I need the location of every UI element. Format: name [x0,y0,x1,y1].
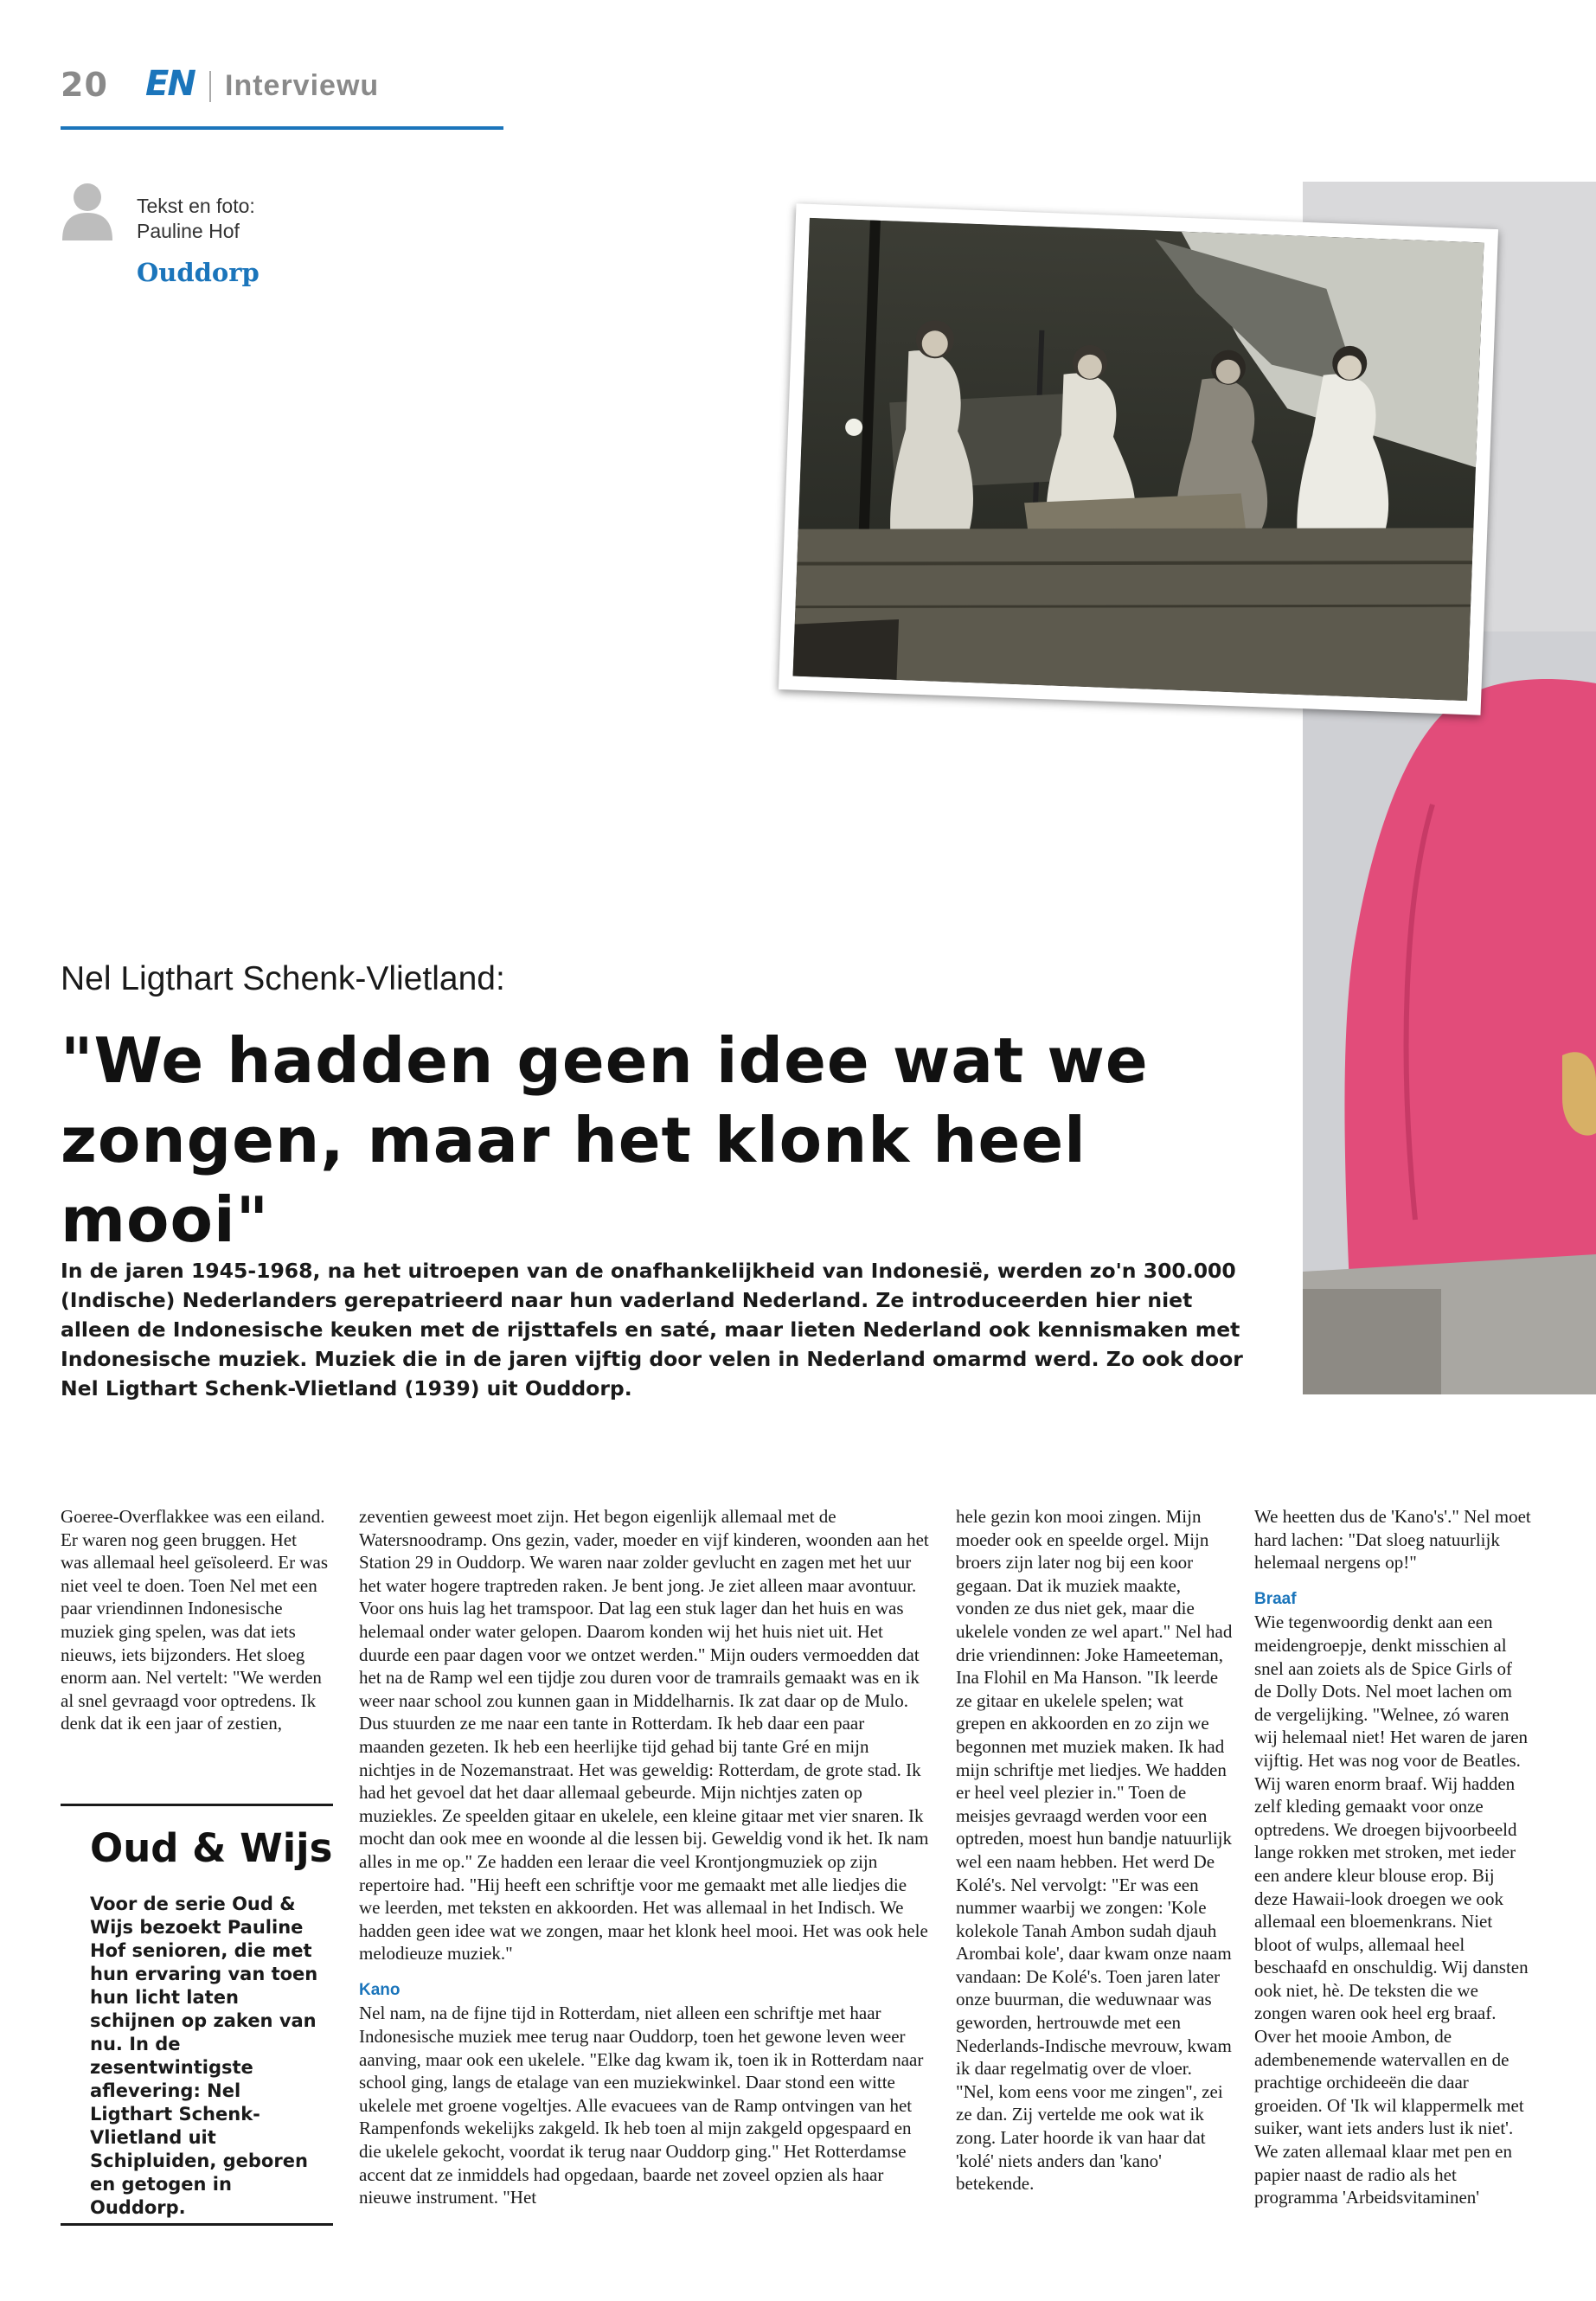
author-avatar-icon [61,180,114,240]
paragraph: zeventien geweest moet zijn. Het begon eigenlijk allemaal met de Watersnoodramp. Ons gezin, vader, moeder en vijf kinderen, woonden aan het Station 29 in Ouddorp. We waren naar zolder gevlucht en zagen met het uur het water hogere traptreden raken. Je bent jong. Je ziet alleen maar avontuur. Voor ons huis lag het tramspoor. Dat lag een stuk lager dan het huis en was helemaal onder water gelopen. Daarom konden wij het huis niet uit. Het duurde een paar dagen voor we ontzet werden." Mijn ouders vermoedden dat het na de Ramp wel een tijdje zou duren voor de tramrails gemaakt was en ik weer naar school zou kunnen gaan in Middelharnis. Ik zat daar op de Mulo. Dus stuurden ze me naar een tante in Rotterdam. Ik heb daar een paar maanden gezeten. Ik heb een heerlijke tijd gehad bij tante Gré en mijn nichtjes in de Nozemanstraat. Het was geweldig: Rotterdam, de grote stad. Ik had het gevoel dat het daar allemaal gebeurde. Mijn nichtjes zaten op muziekles. Ze speelden gitaar en ukelele, een kleine gitaar met vier snaren. Ik mocht dan ook mee en woonde al die lessen bij. Geweldig vond ik het. Ik nam alles in me op." Ze hadden een leraar die veel Krontjongmuziek op zijn repertoire had. "Hij heeft een schriftje voor me gemaakt met alle liedjes die we leerden, met teksten en akkoorden. Het was allemaal in het Indisch. We hadden geen idee wat we zongen, maar het klonk heel mooi. Het was ook hele melodieuze muziek." [359,1506,929,1965]
page-number: 20 [61,66,108,104]
article-subtitle: Nel Ligthart Schenk-Vlietland: [61,960,505,997]
article-title: "We hadden geen idee wat we zongen, maar het klonk heel mooi" [61,1024,1149,1256]
article-intro: In de jaren 1945-1968, na het uitroepen van de onafhankelijkheid van Indonesië, werden zo'n 300.000 (Indische) Nederlanders gerepatrieerd naar hun vaderland Nederland. Ze introduceerden hier niet alleen de Indonesische keuken met de rijsttafels en saté, maar lieten Nederland ook kennismaken met Indonesische muziek. Muziek die in de jaren vijftig door velen in Nederland omarmd werd. Zo ook door Nel Ligthart Schenk-Vlietland (1939) uit Ouddorp. [61,1259,1243,1400]
series-box-title: Oud & Wijs [90,1825,333,1871]
byline-label: Tekst en foto: [137,195,255,217]
body-column-3 [956,1505,1233,2195]
band-photo-illustration [793,218,1484,701]
byline [137,194,255,244]
paragraph: hele gezin kon mooi zingen. Mijn moeder ook en speelde orgel. Mijn broers zijn later nog bij een koor gegaan. Dat ik muziek maakte, vonden ze dus niet gek, maar die ukelele vonden ze wel apart." Nel had drie vriendinnen: Joke Hameeteman, Ina Flohil en Ma Hanson. "Ik leerde ze gitaar en ukelele spelen; wat grepen en akkoorden en zo zijn we begonnen met muziek maken. Ik had mijn schriftje met liedjes. We hadden er heel veel plezier in." Toen de meisjes gevraagd werden voor een optreden, moest hun bandje natuurlijk wel een naam hebben. Het werd De Kolé's. Nel vervolgt: "Er was een nummer waarbij we zongen: 'Kole kolekole Tanah Ambon sudah djauh Arombai kole', daar kwam onze naam vandaan: De Kolé's. Toen jaren later onze buurman, die weduwnaar was geworden, hertrouwde met een Nederlands-Indische mevrouw, kwam ik daar regelmatig over de vloer. "Nel, kom eens voor me zingen", zei ze dan. Zij vertelde me ook wat ik zong. Later hoorde ik van haar dat 'kolé' niets anders dan 'kano' betekende. [956,1506,1233,2195]
box-top-rule [61,1804,333,1806]
location-label: Ouddorp [137,258,260,287]
subheading-kano: Kano [359,1980,401,1999]
section-label: Interviewu [225,69,380,102]
byline-author: Pauline Hof [137,220,240,242]
box-bottom-rule [61,2223,333,2226]
publication-logo: EN [145,64,195,104]
header-rule [61,126,503,130]
body-column-2 [359,1505,930,2209]
paragraph: Nel nam, na de fijne tijd in Rotterdam, niet alleen een schriftje met haar Indonesische muziek mee terug naar Ouddorp, toen het gewone leven weer aanving, maar ook een ukelele. "Elke dag kwam ik, toen ik in Rotterdam naar school ging, langs de etalage van een muziekwinkel. Daar stond een witte ukelele met groene vogeltjes. Alle evacuees van de Ramp ontvingen van het Rampenfonds wekelijks zakgeld. Ik heb toen al mijn zakgeld opgespaard en die ukelele gekocht, voordat ik terug naar Ouddorp ging." Het Rotterdamse accent dat ze inmiddels had opgedaan, baarde net zoveel opzien als haar nieuwe instrument. "Het [359,2003,924,2208]
paragraph: Goeree-Overflakkee was een eiland. Er waren nog geen bruggen. Het was allemaal heel geïsoleerd. Er was niet veel te doen. Toen Nel met een paar vriendinnen Indonesische muziek ging spelen, was dat iets nieuws, iets bijzonders. Het sloeg enorm aan. Nel vertelt: "We werden al snel gevraagd voor optredens. Ik denk dat ik een jaar of zestien, [61,1506,329,1734]
series-box-text: Voor de serie Oud & Wijs bezoekt Pauline Hof senioren, die met hun ervaring van toen hun licht laten schijnen op zaken van nu. In de zesentwintigste aflevering: Nel Ligthart Schenk-Vlietland uit Schipluiden, geboren en getogen in Ouddorp. [90,1894,318,2218]
paragraph: Wie tegenwoordig denkt aan een meidengroepje, denkt misschien al snel aan zoiets als de Spice Girls of de Dolly Dots. Nel moet lachen om de vergelijking. "Welnee, zó waren wij helemaal niet! Het waren de jaren vijftig. Het was nog voor de Beatles. Wij waren enorm braaf. Wij hadden zelf kleding gemaakt voor onze optredens. We droegen bijvoorbeeld lange rokken met stroken, met ieder een andere kleur blouse erop. Bij deze Hawaii-look droegen we ook allemaal een bloemenkrans. Niet bloot of wulps, allemaal heel beschaafd en onschuldig. Wij dansten ook niet, hè. De teksten die we zongen waren ook heel erg braaf. Over het mooie Ambon, de adembenemende watervallen en de prachtige orchideeën die daar groeiden. Of 'Ik wil klappermelk met suiker, want iets anders lust ik niet'. We zaten allemaal klaar met pen en papier naast de radio als het programma 'Arbeidsvitaminen' [1254,1612,1529,2208]
paragraph: We heetten dus de 'Kano's'." Nel moet hard lachen: "Dat sloeg natuurlijk helemaal nergens op!" [1254,1506,1531,1574]
body-column-4 [1254,1505,1531,2209]
body-column-1 [61,1505,329,1735]
historic-band-photo [779,203,1498,715]
header-separator [209,71,211,102]
subheading-braaf: Braaf [1254,1589,1297,1608]
